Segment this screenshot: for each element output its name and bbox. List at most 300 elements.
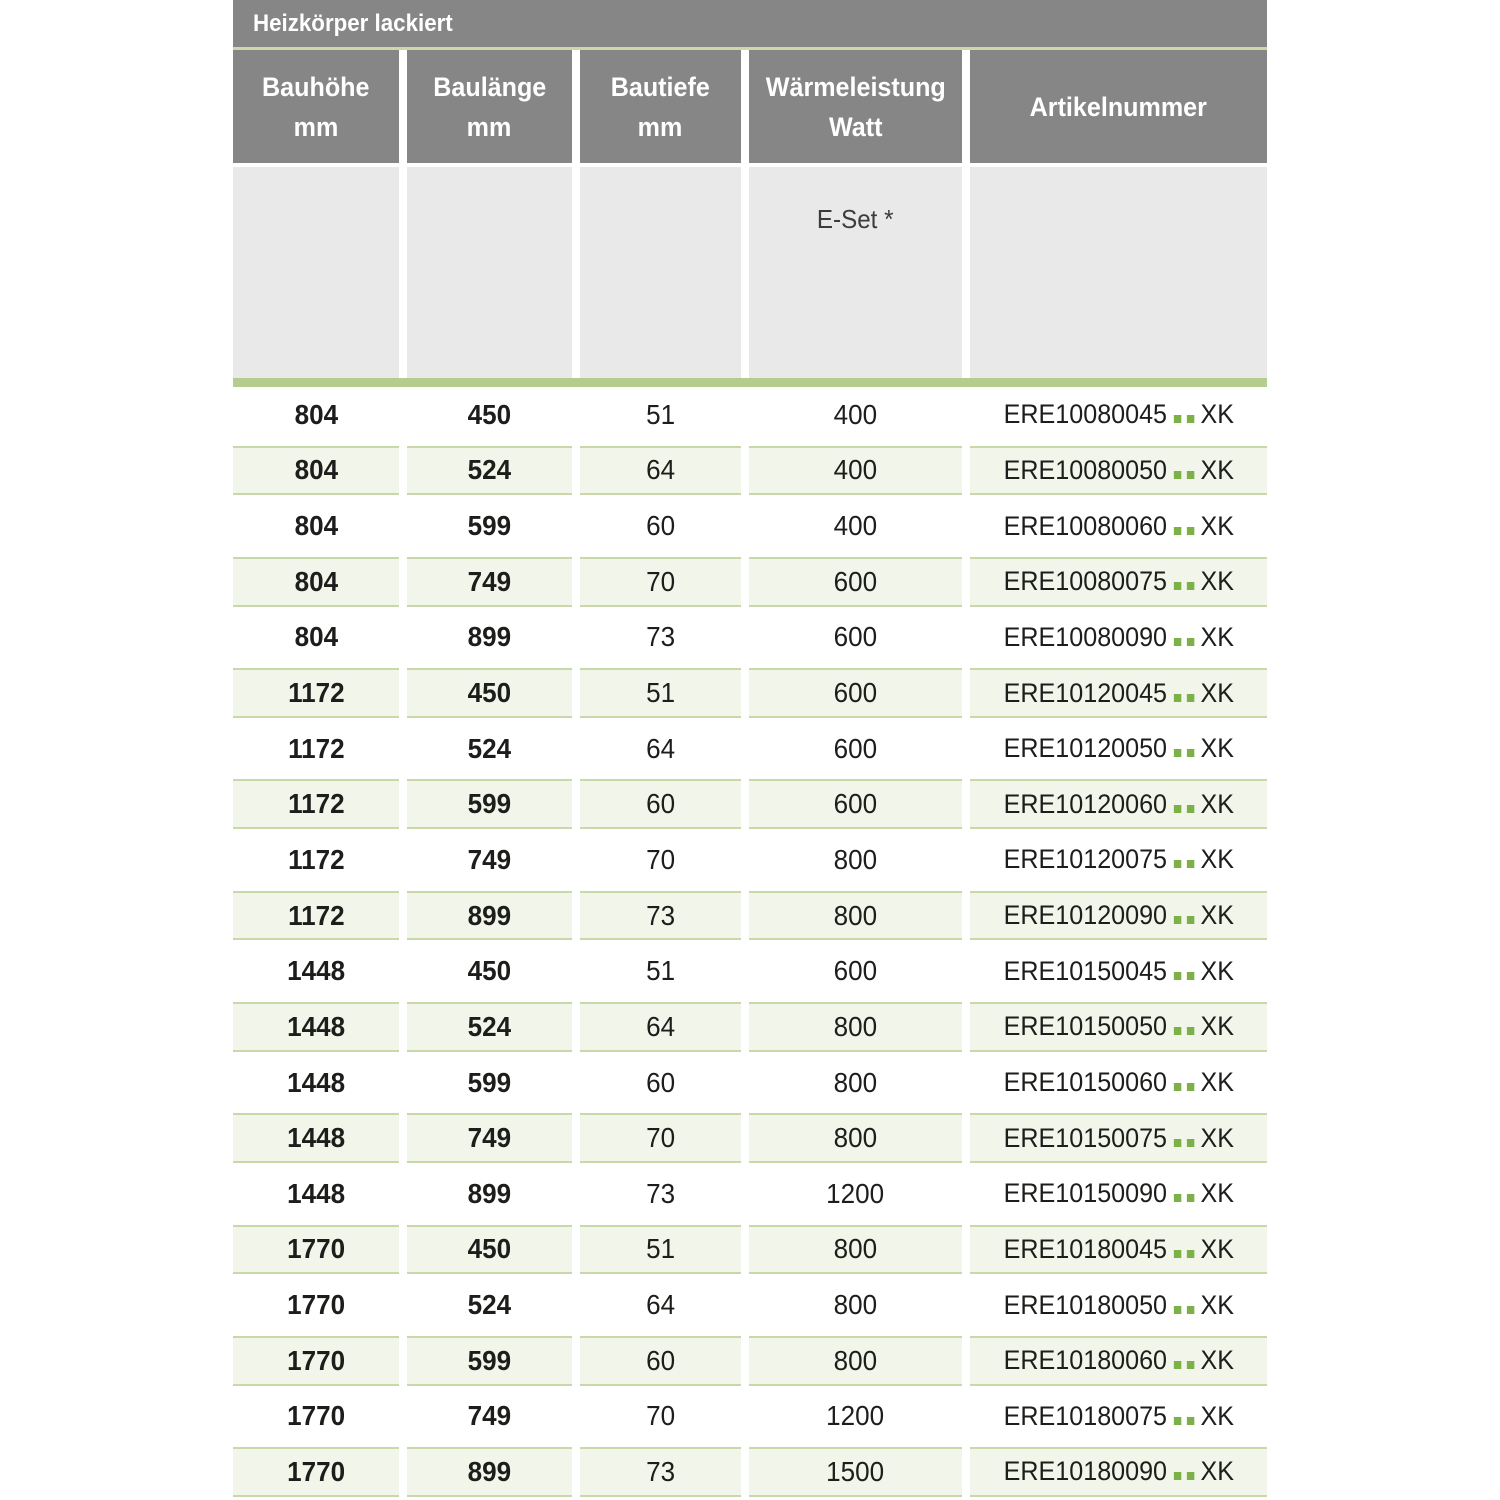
baulaenge-value: 450 xyxy=(467,398,512,430)
cell-bautiefe xyxy=(580,835,741,885)
artikelnummer-suffix: XK xyxy=(1200,510,1234,541)
bauhoehe-value: 804 xyxy=(294,621,338,653)
artikelnummer-suffix: XK xyxy=(1200,621,1234,652)
cell-artikelnummer xyxy=(970,668,1267,718)
artikelnummer-prefix: ERE10120075 xyxy=(1003,844,1167,875)
bauhoehe-value: 1448 xyxy=(287,1066,345,1098)
cell-bauhoehe xyxy=(233,1058,399,1108)
green-dot-icon xyxy=(1173,1250,1180,1258)
cell-baulaenge xyxy=(407,613,572,663)
cell-artikelnummer xyxy=(970,1280,1267,1330)
waermeleistung-value: 400 xyxy=(833,454,878,486)
baulaenge-value: 599 xyxy=(467,788,512,820)
cell-waermeleistung xyxy=(749,390,962,440)
cell-bautiefe xyxy=(580,557,741,607)
table-row xyxy=(233,888,1267,944)
artikelnummer-suffix: XK xyxy=(1200,1178,1234,1209)
artikelnummer-prefix: ERE10150045 xyxy=(1003,955,1167,986)
cell-bautiefe xyxy=(580,1225,741,1275)
artikelnummer-value xyxy=(1003,1401,1233,1432)
bautiefe-value: 70 xyxy=(646,565,675,597)
waermeleistung-value: 800 xyxy=(833,843,878,875)
green-dot-icon xyxy=(1173,1472,1180,1480)
green-dot-icon xyxy=(1173,471,1180,479)
green-dot-icon xyxy=(1173,1027,1180,1035)
table-row xyxy=(233,1277,1267,1333)
column-header-label: Baulänge xyxy=(432,71,547,102)
cell-baulaenge xyxy=(407,1225,572,1275)
cell-waermeleistung xyxy=(749,557,962,607)
cell-baulaenge xyxy=(407,724,572,774)
cell-bauhoehe xyxy=(233,390,399,440)
cell-artikelnummer xyxy=(970,724,1267,774)
cell-artikelnummer xyxy=(970,1336,1267,1386)
artikelnummer-value xyxy=(1003,1123,1233,1154)
cell-artikelnummer xyxy=(970,1392,1267,1442)
green-dot-icon xyxy=(1173,638,1180,646)
column-header-waermeleistung xyxy=(749,50,962,163)
waermeleistung-value: 1500 xyxy=(826,1455,885,1487)
bautiefe-value: 73 xyxy=(646,899,675,931)
artikelnummer-prefix: ERE10150075 xyxy=(1003,1122,1167,1153)
green-dot-icon xyxy=(1186,582,1193,590)
baulaenge-value: 450 xyxy=(467,677,512,709)
table-row xyxy=(233,554,1267,610)
artikelnummer-prefix: ERE10180060 xyxy=(1003,1345,1167,1376)
artikelnummer-prefix: ERE10180050 xyxy=(1003,1289,1167,1320)
bauhoehe-value: 804 xyxy=(294,510,338,542)
green-dot-icon xyxy=(1186,1027,1193,1035)
bautiefe-value: 51 xyxy=(646,677,675,709)
cell-artikelnummer xyxy=(970,779,1267,829)
green-dot-icon xyxy=(1173,1083,1180,1091)
cell-baulaenge xyxy=(407,1392,572,1442)
artikelnummer-suffix: XK xyxy=(1200,1067,1234,1097)
waermeleistung-value: 400 xyxy=(833,398,878,430)
cell-waermeleistung xyxy=(749,501,962,551)
artikelnummer-value xyxy=(1003,789,1233,820)
cell-bautiefe xyxy=(580,1002,741,1052)
baulaenge-value: 450 xyxy=(467,955,512,987)
waermeleistung-value: 600 xyxy=(833,621,878,653)
waermeleistung-value: 800 xyxy=(833,1010,878,1042)
header-body-separator-line xyxy=(233,378,1267,387)
green-dot-icon xyxy=(1173,415,1180,423)
table-row xyxy=(233,1389,1267,1445)
green-dot-icon xyxy=(1186,527,1193,535)
baulaenge-value: 899 xyxy=(467,1177,512,1209)
green-dot-icon xyxy=(1186,415,1193,423)
bauhoehe-value: 1172 xyxy=(287,788,345,820)
bautiefe-value: 60 xyxy=(646,510,675,542)
table-row xyxy=(233,1222,1267,1278)
artikelnummer-suffix: XK xyxy=(1200,454,1234,485)
cell-bautiefe xyxy=(580,1280,741,1330)
artikelnummer-suffix: XK xyxy=(1200,677,1234,708)
green-dot-icon xyxy=(1186,1361,1193,1369)
green-dot-icon xyxy=(1186,1139,1193,1147)
bauhoehe-value: 1448 xyxy=(287,955,345,987)
baulaenge-value: 749 xyxy=(467,1122,512,1154)
artikelnummer-value xyxy=(1003,1011,1233,1042)
table-row xyxy=(233,943,1267,999)
baulaenge-value: 749 xyxy=(467,565,512,597)
cell-bautiefe xyxy=(580,668,741,718)
artikelnummer-prefix: ERE10080050 xyxy=(1003,454,1167,485)
cell-waermeleistung xyxy=(749,724,962,774)
artikelnummer-prefix: ERE10180045 xyxy=(1003,1233,1167,1264)
cell-artikelnummer xyxy=(970,1113,1267,1163)
cell-artikelnummer xyxy=(970,1058,1267,1108)
cell-waermeleistung xyxy=(749,1392,962,1442)
baulaenge-value: 450 xyxy=(467,1233,512,1265)
subheader-cell-bautiefe xyxy=(580,167,741,378)
subheader-cell-baulaenge xyxy=(407,167,572,378)
baulaenge-value: 524 xyxy=(467,1289,512,1321)
cell-waermeleistung xyxy=(749,1169,962,1219)
cell-baulaenge xyxy=(407,1280,572,1330)
cell-artikelnummer xyxy=(970,1225,1267,1275)
bautiefe-value: 60 xyxy=(646,1344,675,1376)
column-header-unit: mm xyxy=(293,111,339,142)
artikelnummer-prefix: ERE10120060 xyxy=(1003,788,1167,819)
cell-artikelnummer xyxy=(970,1447,1267,1497)
cell-baulaenge xyxy=(407,390,572,440)
artikelnummer-prefix: ERE10080090 xyxy=(1003,621,1167,652)
cell-bauhoehe xyxy=(233,446,399,496)
green-dot-icon xyxy=(1173,582,1180,590)
cell-bauhoehe xyxy=(233,1169,399,1219)
waermeleistung-value: 600 xyxy=(833,677,878,709)
artikelnummer-prefix: ERE10120090 xyxy=(1003,900,1167,931)
bauhoehe-value: 1770 xyxy=(287,1344,345,1376)
table-row xyxy=(233,1166,1267,1222)
green-dot-icon xyxy=(1186,805,1193,813)
artikelnummer-value xyxy=(1003,1456,1233,1487)
cell-baulaenge xyxy=(407,1002,572,1052)
column-header-label: Bautiefe xyxy=(610,71,711,102)
green-dot-icon xyxy=(1186,1472,1193,1480)
artikelnummer-suffix: XK xyxy=(1200,566,1234,597)
bauhoehe-value: 1172 xyxy=(287,677,345,709)
cell-bauhoehe xyxy=(233,613,399,663)
cell-bauhoehe xyxy=(233,1336,399,1386)
artikelnummer-value xyxy=(1003,733,1233,764)
waermeleistung-value: 800 xyxy=(833,1344,878,1376)
cell-bautiefe xyxy=(580,779,741,829)
cell-bautiefe xyxy=(580,446,741,496)
cell-waermeleistung xyxy=(749,1113,962,1163)
table-row xyxy=(233,1055,1267,1111)
cell-artikelnummer xyxy=(970,446,1267,496)
artikelnummer-value xyxy=(1003,678,1233,709)
cell-bauhoehe xyxy=(233,835,399,885)
artikelnummer-value xyxy=(1003,511,1233,542)
artikelnummer-value xyxy=(1003,455,1233,486)
green-dot-icon xyxy=(1173,1306,1180,1314)
baulaenge-value: 599 xyxy=(467,510,512,542)
cell-bauhoehe xyxy=(233,557,399,607)
cell-artikelnummer xyxy=(970,946,1267,996)
bauhoehe-value: 1172 xyxy=(287,843,345,875)
artikelnummer-suffix: XK xyxy=(1200,733,1234,764)
bauhoehe-value: 1770 xyxy=(287,1400,345,1432)
column-header-bauhoehe xyxy=(233,50,399,163)
artikelnummer-suffix: XK xyxy=(1200,1456,1234,1487)
cell-artikelnummer xyxy=(970,613,1267,663)
cell-artikelnummer xyxy=(970,557,1267,607)
artikelnummer-value xyxy=(1003,1234,1233,1265)
bautiefe-value: 64 xyxy=(646,1010,675,1042)
cell-baulaenge xyxy=(407,891,572,941)
table-row xyxy=(233,999,1267,1055)
cell-baulaenge xyxy=(407,779,572,829)
cell-artikelnummer xyxy=(970,1002,1267,1052)
bautiefe-value: 64 xyxy=(646,1289,675,1321)
table-row xyxy=(233,665,1267,721)
subheader-cell-bauhoehe xyxy=(233,167,399,378)
artikelnummer-suffix: XK xyxy=(1200,1289,1234,1320)
green-dot-icon xyxy=(1186,1194,1193,1202)
cell-artikelnummer xyxy=(970,1169,1267,1219)
artikelnummer-suffix: XK xyxy=(1200,1400,1234,1431)
green-dot-icon xyxy=(1173,916,1180,924)
bauhoehe-value: 804 xyxy=(294,398,338,430)
artikelnummer-value xyxy=(1003,1178,1233,1209)
green-dot-icon xyxy=(1173,860,1180,868)
bauhoehe-value: 1770 xyxy=(287,1233,345,1265)
cell-bautiefe xyxy=(580,501,741,551)
green-dot-icon xyxy=(1173,1361,1180,1369)
artikelnummer-prefix: ERE10080060 xyxy=(1003,510,1167,541)
green-dot-icon xyxy=(1186,694,1193,702)
artikelnummer-value xyxy=(1003,566,1233,597)
artikelnummer-suffix: XK xyxy=(1200,788,1234,819)
cell-waermeleistung xyxy=(749,891,962,941)
cell-bautiefe xyxy=(580,613,741,663)
green-dot-icon xyxy=(1173,749,1180,757)
table-row xyxy=(233,832,1267,888)
waermeleistung-value: 800 xyxy=(833,1066,878,1098)
waermeleistung-value: 600 xyxy=(833,788,878,820)
bauhoehe-value: 804 xyxy=(294,454,338,486)
cell-artikelnummer xyxy=(970,390,1267,440)
cell-baulaenge xyxy=(407,1113,572,1163)
table-subheader-row xyxy=(233,167,1267,378)
artikelnummer-suffix: XK xyxy=(1200,844,1234,875)
column-header-label: Wärmeleistung xyxy=(765,71,946,102)
artikelnummer-prefix: ERE10150060 xyxy=(1003,1067,1167,1097)
bautiefe-value: 60 xyxy=(646,788,675,820)
cell-baulaenge xyxy=(407,501,572,551)
cell-bautiefe xyxy=(580,1113,741,1163)
cell-bauhoehe xyxy=(233,1392,399,1442)
cell-baulaenge xyxy=(407,1169,572,1219)
baulaenge-value: 899 xyxy=(467,621,512,653)
green-dot-icon xyxy=(1186,860,1193,868)
baulaenge-value: 749 xyxy=(467,843,512,875)
table-row xyxy=(233,498,1267,554)
column-header-unit: Watt xyxy=(828,111,883,142)
green-dot-icon xyxy=(1173,694,1180,702)
artikelnummer-suffix: XK xyxy=(1200,399,1234,430)
artikelnummer-value xyxy=(1003,956,1233,987)
artikelnummer-prefix: ERE10150090 xyxy=(1003,1178,1167,1209)
table-row xyxy=(233,387,1267,443)
artikelnummer-suffix: XK xyxy=(1200,900,1234,931)
cell-bauhoehe xyxy=(233,501,399,551)
table-row xyxy=(233,1110,1267,1166)
waermeleistung-value: 800 xyxy=(833,1289,878,1321)
baulaenge-value: 524 xyxy=(467,732,512,764)
artikelnummer-prefix: ERE10150050 xyxy=(1003,1011,1167,1042)
cell-bautiefe xyxy=(580,390,741,440)
green-dot-icon xyxy=(1173,972,1180,980)
green-dot-icon xyxy=(1186,1250,1193,1258)
baulaenge-value: 599 xyxy=(467,1344,512,1376)
product-table xyxy=(233,0,1267,1500)
artikelnummer-value xyxy=(1003,844,1233,875)
cell-baulaenge xyxy=(407,446,572,496)
cell-bauhoehe xyxy=(233,724,399,774)
artikelnummer-prefix: ERE10120045 xyxy=(1003,677,1167,708)
subheader-cell-eset xyxy=(749,167,962,378)
bautiefe-value: 60 xyxy=(646,1066,675,1098)
waermeleistung-value: 800 xyxy=(833,899,878,931)
bautiefe-value: 70 xyxy=(646,1122,675,1154)
cell-bauhoehe xyxy=(233,1447,399,1497)
artikelnummer-suffix: XK xyxy=(1200,1011,1234,1042)
artikelnummer-prefix: ERE10180090 xyxy=(1003,1456,1167,1487)
artikelnummer-value xyxy=(1003,1067,1233,1098)
bautiefe-value: 73 xyxy=(646,1177,675,1209)
bauhoehe-value: 1770 xyxy=(287,1289,345,1321)
cell-waermeleistung xyxy=(749,1280,962,1330)
bautiefe-value: 51 xyxy=(646,398,675,430)
bauhoehe-value: 1448 xyxy=(287,1010,345,1042)
waermeleistung-value: 600 xyxy=(833,565,878,597)
cell-bautiefe xyxy=(580,946,741,996)
bautiefe-value: 51 xyxy=(646,955,675,987)
cell-waermeleistung xyxy=(749,446,962,496)
bautiefe-value: 73 xyxy=(646,621,675,653)
cell-baulaenge xyxy=(407,668,572,718)
column-header-baulaenge xyxy=(407,50,572,163)
green-dot-icon xyxy=(1186,916,1193,924)
table-row xyxy=(233,721,1267,777)
column-header-label: Bauhöhe xyxy=(262,71,370,102)
bauhoehe-value: 1448 xyxy=(287,1177,345,1209)
cell-baulaenge xyxy=(407,835,572,885)
baulaenge-value: 899 xyxy=(467,1455,512,1487)
eset-label: E-Set * xyxy=(817,204,894,234)
bauhoehe-value: 1770 xyxy=(287,1455,345,1487)
green-dot-icon xyxy=(1186,1083,1193,1091)
column-header-artikelnummer xyxy=(970,50,1267,163)
cell-bautiefe xyxy=(580,1447,741,1497)
artikelnummer-prefix: ERE10080075 xyxy=(1003,566,1167,597)
artikelnummer-prefix: ERE10180075 xyxy=(1003,1400,1167,1431)
table-title: Heizkörper lackiert xyxy=(253,9,453,37)
table-header-row xyxy=(233,50,1267,163)
bauhoehe-value: 1172 xyxy=(287,732,345,764)
column-header-unit: mm xyxy=(467,111,512,142)
bauhoehe-value: 1448 xyxy=(287,1122,345,1154)
cell-bauhoehe xyxy=(233,668,399,718)
green-dot-icon xyxy=(1173,1139,1180,1147)
cell-waermeleistung xyxy=(749,946,962,996)
cell-waermeleistung xyxy=(749,1002,962,1052)
green-dot-icon xyxy=(1173,1417,1180,1425)
table-body xyxy=(233,387,1267,1500)
table-row xyxy=(233,610,1267,666)
baulaenge-value: 749 xyxy=(467,1400,512,1432)
cell-bautiefe xyxy=(580,1058,741,1108)
bautiefe-value: 70 xyxy=(646,843,675,875)
cell-bauhoehe xyxy=(233,946,399,996)
green-dot-icon xyxy=(1173,805,1180,813)
green-dot-icon xyxy=(1186,749,1193,757)
waermeleistung-value: 800 xyxy=(833,1122,878,1154)
waermeleistung-value: 1200 xyxy=(826,1177,885,1209)
cell-waermeleistung xyxy=(749,613,962,663)
cell-bauhoehe xyxy=(233,779,399,829)
waermeleistung-value: 400 xyxy=(833,510,878,542)
cell-baulaenge xyxy=(407,1336,572,1386)
baulaenge-value: 524 xyxy=(467,454,512,486)
table-row xyxy=(233,443,1267,499)
artikelnummer-suffix: XK xyxy=(1200,1345,1234,1376)
table-title-bar xyxy=(233,0,1267,47)
artikelnummer-prefix: ERE10120050 xyxy=(1003,733,1167,764)
cell-bautiefe xyxy=(580,724,741,774)
green-dot-icon xyxy=(1173,1194,1180,1202)
artikelnummer-suffix: XK xyxy=(1200,1122,1234,1153)
cell-bauhoehe xyxy=(233,1002,399,1052)
green-dot-icon xyxy=(1173,527,1180,535)
bauhoehe-value: 1172 xyxy=(287,899,345,931)
cell-bauhoehe xyxy=(233,1225,399,1275)
artikelnummer-value xyxy=(1003,399,1233,430)
bautiefe-value: 64 xyxy=(646,732,675,764)
column-header-label: Artikelnummer xyxy=(1029,91,1208,122)
cell-artikelnummer xyxy=(970,891,1267,941)
table-row xyxy=(233,776,1267,832)
artikelnummer-value xyxy=(1003,1290,1233,1321)
table-row xyxy=(233,1444,1267,1500)
bauhoehe-value: 804 xyxy=(294,565,338,597)
green-dot-icon xyxy=(1186,471,1193,479)
waermeleistung-value: 800 xyxy=(833,1233,878,1265)
waermeleistung-value: 600 xyxy=(833,732,878,764)
cell-bautiefe xyxy=(580,891,741,941)
cell-baulaenge xyxy=(407,946,572,996)
column-header-unit: mm xyxy=(638,111,683,142)
bautiefe-value: 64 xyxy=(646,454,675,486)
cell-waermeleistung xyxy=(749,779,962,829)
cell-waermeleistung xyxy=(749,1447,962,1497)
bautiefe-value: 73 xyxy=(646,1455,675,1487)
baulaenge-value: 899 xyxy=(467,899,512,931)
waermeleistung-value: 600 xyxy=(833,955,878,987)
artikelnummer-value xyxy=(1003,900,1233,931)
cell-baulaenge xyxy=(407,1058,572,1108)
cell-artikelnummer xyxy=(970,835,1267,885)
cell-waermeleistung xyxy=(749,1336,962,1386)
baulaenge-value: 524 xyxy=(467,1010,512,1042)
cell-bauhoehe xyxy=(233,891,399,941)
baulaenge-value: 599 xyxy=(467,1066,512,1098)
